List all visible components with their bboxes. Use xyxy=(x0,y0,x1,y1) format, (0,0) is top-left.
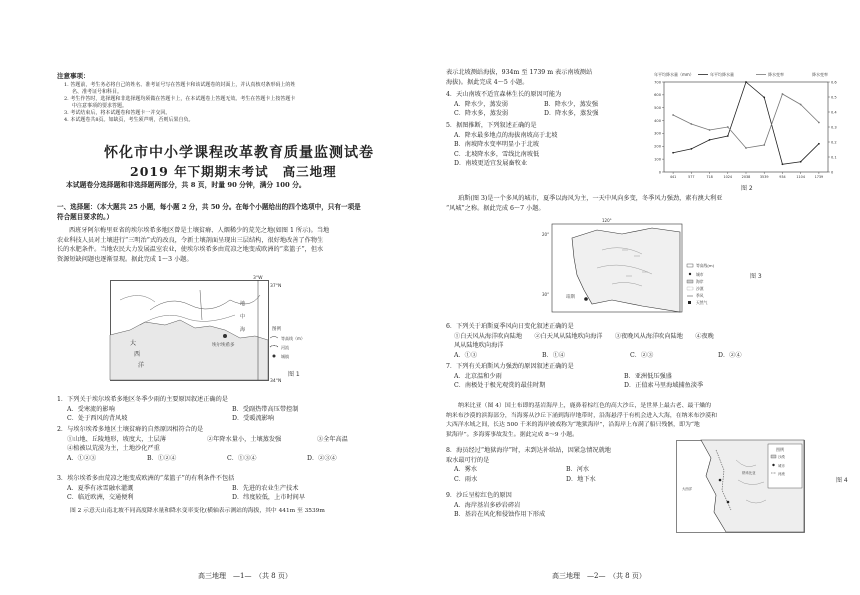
x-tick-label: 3539 xyxy=(759,175,769,179)
notice-item: 4. 本试题卷共8页。如缺页，考生须声明，否则后果自负。 xyxy=(64,117,194,123)
page-footer-left: 高三地理 —1— （共 8 页） xyxy=(198,572,292,580)
y-right-tick-label: 0.4 xyxy=(831,110,837,115)
option-line: 风从陆地吹向海洋 xyxy=(454,342,504,349)
option: A．海岸基岩多砂岩碎岩 xyxy=(454,501,521,509)
map-ocean-char: 洋 xyxy=(138,362,145,369)
map4-label: 大西洋 xyxy=(682,487,693,491)
y-right-tick-label: 0.1 xyxy=(831,155,837,160)
para-line: 狱海岸”。多海雾事故发生。据此完成 8～9 小题。 xyxy=(446,431,579,438)
data-point-variability xyxy=(800,104,802,106)
choice: C．①③④ xyxy=(227,454,257,462)
question-1 xyxy=(57,395,298,424)
y-right-tick-label: 0.6 xyxy=(831,80,837,85)
map-lon: 3°W xyxy=(253,276,263,281)
option: A．降水少，蒸发弱 xyxy=(454,100,508,108)
option: D．南坡更适宜发展畜牧业 xyxy=(454,160,528,167)
map3-legend-item: 季风 xyxy=(696,293,704,298)
option: B．南坡降水变率明显小于北坡 xyxy=(454,141,539,148)
map-lat-top: 37°N xyxy=(270,284,282,289)
map4-label: 沙漠 xyxy=(778,455,785,459)
notice-item: 2. 考生作答时，选择题和非选择题均须做在答题卡上，在本试题卷上答题无效。考生在答题卡上按答题卡 xyxy=(64,96,296,102)
map3-legend-item: 海岸 xyxy=(696,279,704,284)
y-right-tick-label: 0.5 xyxy=(831,95,837,100)
option: A．雾水 xyxy=(454,466,478,473)
question-4 xyxy=(446,90,598,119)
map-sea-char: 中 xyxy=(240,314,246,320)
data-point-variability xyxy=(709,129,711,131)
para-line: 海拔)。据此完成 4～5 小题。 xyxy=(446,78,529,86)
exam-term: 2019 年下期期末考试 xyxy=(130,164,269,179)
question-9 xyxy=(446,491,545,520)
data-point-precip xyxy=(727,135,729,137)
choice: D．②④ xyxy=(718,351,742,359)
data-point-variability xyxy=(818,122,820,124)
map3-lon: 120° xyxy=(602,218,612,223)
question-stem: 3．埃尔埃希多由荒凉之地变成欧洲的“菜篮子”的有利条件不包括 xyxy=(57,475,235,482)
legend-title: 图例 xyxy=(272,327,281,332)
x-tick-label: 1104 xyxy=(796,175,805,179)
right-page xyxy=(432,0,860,595)
option: D．受暖流影响 xyxy=(232,415,275,422)
para-line: 长的水肥条件。当地农民大力发展温室农业，使埃尔埃希多由荒凉之地变成欧洲的“菜篮子”，但水 xyxy=(57,246,324,253)
fig2-intro: 图 2 示意天山南北坡不同高度降水量和降水变率变化(横轴表示测站的海拔，其中 441m 至 3539m xyxy=(70,508,325,514)
x-tick-label: 577 xyxy=(688,175,695,179)
option: A．受寒流的影响 xyxy=(67,405,115,413)
question-stem: 9．沙丘呈棕红色的原因 xyxy=(446,492,512,499)
data-point-precip xyxy=(818,143,820,145)
question-7 xyxy=(446,362,703,391)
fig2-intro-cont xyxy=(446,68,592,87)
option: C．临近欧洲，交通便利 xyxy=(67,494,134,501)
figure-4-caption: 图 4 xyxy=(836,477,848,484)
para-line: 西班牙阿尔梅里亚省的埃尔埃希多地区曾是土壤贫瘠、人烟稀少的荒芜之地(如图 1 所示)。当地 xyxy=(69,227,330,234)
x-tick-label: 1739 xyxy=(814,175,824,179)
question-stem-cont: 取水最可行的是 xyxy=(446,456,490,464)
figure-1-caption: 图 1 xyxy=(288,371,300,378)
option-line: ①白天风从海洋吹向陆地 ②白天风从陆地吹向海洋 ③夜晚风从海洋吹向陆地 ④夜晚 xyxy=(454,332,714,340)
perth-paragraph xyxy=(446,194,722,213)
y-left-tick-label: 400 xyxy=(654,118,661,123)
data-point-precip xyxy=(672,152,674,154)
data-point-precip xyxy=(800,161,802,163)
perth-dot xyxy=(584,297,588,301)
page-footer-right: 高三地理 —2— （共 8 页） xyxy=(552,572,646,580)
map4-legend-title: 图例 xyxy=(776,447,784,452)
series-line-precip xyxy=(673,82,819,164)
legend-city: 城镇 xyxy=(281,354,289,359)
notice-item: 中注意事项的要求答题。 xyxy=(72,103,128,109)
data-point-precip xyxy=(690,148,692,150)
y-left-tick-label: 0 xyxy=(658,170,661,175)
data-point-variability xyxy=(745,147,747,149)
para-line: “风城”之称。据此完成 6～7 小题。 xyxy=(446,204,545,212)
map3-legend-item: 等高线(m) xyxy=(696,263,715,268)
question-6 xyxy=(446,322,742,360)
y-left-tick-label: 600 xyxy=(654,93,661,98)
map-ocean-char: 大 xyxy=(130,340,137,347)
notice-item: 1. 答题前，考生务必将自己的姓名、准考证号写在答题卡和该试题卷的封面上，并认真核对条形码上的姓 xyxy=(64,82,296,88)
option: A．降水最多地点的海拔南坡高于北坡 xyxy=(454,131,558,139)
option: B．基岩在风化和侵蚀作用下形成 xyxy=(454,511,546,518)
option: D．纬度较低，上市时间早 xyxy=(232,494,306,501)
question-5 xyxy=(446,121,557,169)
city-dot xyxy=(223,334,227,338)
namib-paragraph xyxy=(446,402,717,440)
x-tick-label: 718 xyxy=(706,175,713,179)
series-line-variability xyxy=(673,94,819,148)
choice: A．①②③ xyxy=(67,454,97,462)
option: C．雨水 xyxy=(454,475,478,483)
y-left-tick-label: 200 xyxy=(654,144,661,149)
choice: D．②③④ xyxy=(307,454,337,462)
para-line: 大西洋水域之间，长达 500 千米的海岸被戏称为“地狱海岸”，沿海岸上布满了船只残骸，即为“地 xyxy=(446,422,700,428)
exam-subject: 高三地理 xyxy=(282,164,337,179)
question-3 xyxy=(57,474,305,503)
option: C．南极处于极光观赏的最佳时期 xyxy=(454,382,546,389)
option: B．降水少，蒸发强 xyxy=(544,100,599,108)
question-stem: 1．下列关于埃尔埃希多地区冬季少雨的主要原因叙述正确的是 xyxy=(57,396,228,403)
figure-2-caption: 图 2 xyxy=(741,185,753,192)
para-line: 资源短缺问题也逐渐显现。据此完成 1～3 小题。 xyxy=(57,255,193,263)
data-point-variability xyxy=(690,123,692,125)
choice: B．①④ xyxy=(542,351,566,359)
figure-1-map xyxy=(110,276,320,390)
notice-item: 名、准考证号和科目。 xyxy=(72,89,123,95)
data-point-variability xyxy=(782,93,784,95)
notice-item: 3. 考试结束后，将本试题卷和答题卡一并交回。 xyxy=(64,110,171,116)
map-lat-bottom: 34°N xyxy=(270,379,282,384)
option: ②年降水量小，土壤蒸发强 xyxy=(207,435,282,443)
x-tick-label: 441 xyxy=(669,175,677,179)
para-line: 纳米比亚（图 4）国土布即的基岩海岸上，鹿鼻着棕红色的高大沙丘，是世界上最古老、最干燥的 xyxy=(458,403,712,409)
map3-legend-item: 城市 xyxy=(696,272,704,277)
y-left-tick-label: 700 xyxy=(654,80,661,85)
intro-paragraph-1 xyxy=(57,226,329,264)
legend-var: 降水变率 xyxy=(768,72,784,77)
option: D．正值索马里海域捕鱼淡季 xyxy=(624,382,704,389)
legend-precip: 年平均降水量 xyxy=(710,72,734,77)
x-tick-label: 2038 xyxy=(741,175,751,179)
map3-lat-top: 20° xyxy=(542,232,550,237)
question-stem: 8．海员经过“地狱海岸”时，未到达补给站，因紧急情况就地 xyxy=(446,447,611,454)
x-tick-label: 934 xyxy=(779,175,786,179)
x-tick-label: 1024 xyxy=(723,175,733,179)
y-right-label: 降水变率 xyxy=(812,72,828,77)
question-stem: 7．下列有关珀斯风力强劲的原因叙述正确的是 xyxy=(446,363,574,370)
figure-3-map xyxy=(542,220,792,318)
option: B．受副热带高压带控制 xyxy=(232,405,299,413)
figure-2-chart xyxy=(640,68,855,192)
option: A．北京温和少雨 xyxy=(454,372,502,380)
data-point-variability xyxy=(727,126,729,128)
map3-legend-item: 沙漠 xyxy=(696,286,704,291)
y-right-tick-label: 0 xyxy=(831,170,834,175)
exam-term-title xyxy=(130,162,337,180)
figure-4-map xyxy=(676,440,860,536)
y-right-tick-label: 0.2 xyxy=(831,140,837,145)
option: D．地下水 xyxy=(566,475,596,483)
question-2 xyxy=(57,425,348,463)
notice-title: 注意事项： xyxy=(57,72,90,80)
figure-3-caption: 图 3 xyxy=(750,273,762,280)
option: B．先进的农业生产技术 xyxy=(232,484,299,492)
choice: C．②③ xyxy=(630,351,654,359)
map-ocean-char: 西 xyxy=(134,351,141,358)
data-point-precip xyxy=(763,97,765,99)
section-heading: 一、选择题：（本大题共 25 小题，每小题 2 分，共 50 分。在每个小题给出的四个选项中，只有一项是 xyxy=(57,203,361,211)
map-sea-char: 海 xyxy=(240,327,246,333)
data-point-variability xyxy=(672,114,674,116)
question-8 xyxy=(446,446,611,484)
map4-label: 纳米比亚 xyxy=(742,471,756,475)
y-left-tick-label: 300 xyxy=(654,131,661,136)
option: C．降水多，蒸发弱 xyxy=(454,110,509,117)
option: B．亚洲低压强盛 xyxy=(624,372,672,380)
map4-label: 河流 xyxy=(778,472,785,476)
data-point-precip xyxy=(745,81,747,83)
y-left-tick-label: 100 xyxy=(654,157,661,162)
y-right-tick-label: 0.3 xyxy=(831,125,837,130)
question-stem: 5．据图推断，下列叙述正确的是 xyxy=(446,122,537,129)
data-point-precip xyxy=(709,139,711,141)
option: B．河水 xyxy=(566,466,590,473)
exam-intro: 本试题卷分选择题和非选择题两部分，共 8 页，时量 90 分钟，满分 100 分。 xyxy=(66,181,306,189)
data-point-precip xyxy=(782,163,784,165)
exam-org-title: 怀化市中小学课程改革教育质量监测试卷 xyxy=(104,145,374,161)
section-heading-cont: 符合题目要求的。） xyxy=(57,213,114,221)
question-stem: 2．与埃尔埃希多地区土壤贫瘠的自然原因相符合的是 xyxy=(57,426,204,433)
question-stem: 6．下列关于珀斯夏季风向日变化叙述正确的是 xyxy=(446,323,574,330)
legend-contour: 等高线（m） xyxy=(281,336,305,341)
question-stem: 4．天山南坡不适宜森林生长的原因可能为 xyxy=(446,91,562,98)
y-left-tick-label: 500 xyxy=(654,106,661,111)
data-point-variability xyxy=(763,144,765,146)
para-line: 表示北坡测站海拔，934m 至 1739 m 表示南坡测站 xyxy=(446,69,593,76)
option: ④植被以荒漠为主，土地沙化严重 xyxy=(67,445,160,452)
map4-label: 城市 xyxy=(778,464,785,468)
perth-label: 珀斯 xyxy=(566,295,575,300)
para-line: 珀斯(图 3)是一个多风的城市，夏季以海风为主，一天中风向多变，冬季风力强劲，素有澳大利亚 xyxy=(458,195,723,202)
para-line: 纳米布沙漠的滨海部分，当海雾从沙丘下涌到海岸地带时，沿海悬浮于有机会进入大海，在纳米布沙漠和 xyxy=(446,412,717,419)
map3-legend-item: 天然气 xyxy=(696,300,708,305)
option: ①山地、丘陵地形，坡度大，土层薄 xyxy=(67,435,166,443)
y-left-label: 年平均降水量（mm） xyxy=(654,72,694,77)
choice: A．①③ xyxy=(454,351,478,359)
city-label: 埃尔埃希多 xyxy=(212,343,235,348)
option: C．北坡降水多，雪线比南坡低 xyxy=(454,150,540,158)
option: C．处于西风的背风坡 xyxy=(67,415,128,422)
para-line: 农业科技人员对土壤进行“三明治”式的改良，令新土壤剖面呈现出三层结构，很好地改善了作物生 xyxy=(57,236,324,244)
option: A．夏季有冰雪融水灌溉 xyxy=(67,484,134,492)
option: D．降水多，蒸发强 xyxy=(544,110,599,117)
choice: B．①②④ xyxy=(147,454,177,462)
notice-list xyxy=(64,82,295,124)
map3-lat-bottom: 30° xyxy=(542,292,550,297)
legend-river: 河流 xyxy=(281,345,289,350)
map-sea-char: 地 xyxy=(240,301,246,307)
option: ③全年高温 xyxy=(317,435,348,443)
